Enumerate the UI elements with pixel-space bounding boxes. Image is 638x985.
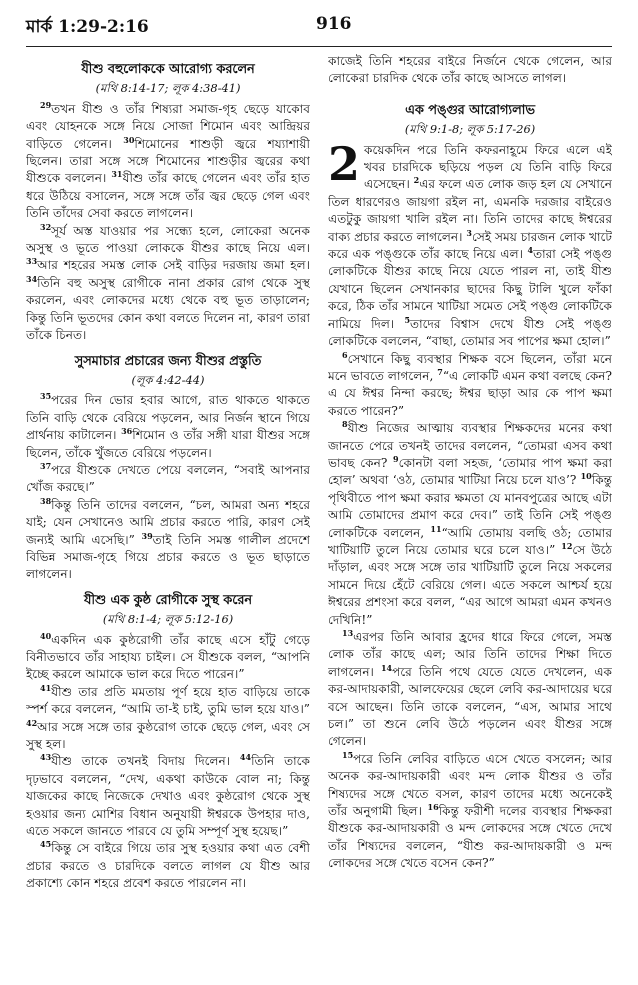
verse-number: 14 (380, 662, 393, 673)
verse-text: আর শহরের সমস্ত লোক সেই বাড়ির দরজায় জমা হল। (37, 258, 310, 273)
verse-number: 13 (342, 627, 354, 638)
verse-paragraph (26, 497, 310, 584)
section-cross-reference: (মথি 8:14-17; লূক 4:38-41) (95, 81, 241, 96)
verse-text: যীশু তার প্রতি মমতায় পূর্ণ হয়ে হাত বাড়িয়ে তাকে স্পর্শ করে বললেন, “আমি তা-ই চাই, তুমি ভাল হয়ে যাও।” (26, 684, 310, 717)
verse-number: 9 (393, 453, 399, 464)
section-title: সুসমাচার প্রচারের জন্য যীশুর প্রস্তুতি (74, 353, 262, 369)
verse-text: এর ফলে এত লোক জড় হল যে সেখানে তিল ধারণেরও জায়গা রইল না, এমনকি দরজার বাইরেও এতটুকু জায়গা খালি রইল না। তিনি তাদের কাছে ঈশ্বরের বাক্য প্রচার করতে লাগলেন। (328, 177, 612, 244)
verse-text: কয়েকদিন পরে তিনি কফরনাহূমে ফিরে এলে এই খবর চারদিকে ছড়িয়ে পড়ল যে তিনি বাড়ি ফিরে এসেছেন। (364, 142, 612, 192)
verse-text: সূর্য অস্ত যাওয়ার পর সন্ধ্যে হলে, লোকেরা অনেক অসুস্থ ও ভূতে পাওয়া লোককে যীশুর কাছে নিয়ে এল। (26, 223, 310, 256)
verse-text: শিমোন ও তাঁর সঙ্গী যারা যীশুর সঙ্গে ছিলেন, তাঁকে খুঁজতে বেরিয়ে পড়লেন। (26, 428, 310, 460)
verse-number: 16 (427, 802, 439, 813)
verse-paragraph (328, 420, 612, 629)
verse-number: 37 (40, 460, 52, 471)
verse-text: “আমি তোমায় বলছি ওঠ; তোমার খাটিয়াটি তুলে নিয়ে তোমার ঘরে চলে যাও।” (328, 525, 612, 557)
section-preaching-preparation (26, 353, 310, 584)
verse-text: তিনি তাকে দৃঢ়ভাবে বললেন, “দেখ, একথা কাউকে বোল না; কিন্তু যাজকের কাছে নিজেকে দেখাও এবং কুষ্ঠরোগ থেকে সুস্থ হওয়ার জন্য মোশির বিধান অনুযায়ী ঈশ্বরকে উপহার দাও, এতে সকলে জানতে পারবে যে তুমি সম্পূর্ণ সুস্থ হয়েছ।” (26, 754, 310, 839)
verse-number: 40 (40, 630, 52, 641)
verse-number: 8 (342, 419, 348, 430)
verse-number: 35 (40, 391, 52, 402)
verse-paragraph (26, 101, 310, 223)
verse-number: 29 (40, 99, 52, 110)
verse-number: 6 (342, 349, 348, 360)
verse-text: পরে তিনি পথে যেতে যেতে দেখলেন, এক কর-আদায়কারী, আলফেয়ের ছেলে লেবি কর-আদায়ের ঘরে বসে আছেন। তিনি তাকে বললেন, “এস, আমার সাথে চল।” তা শুনে লেবি উঠে পড়লেন এবং যীশুর সঙ্গে গেলেন। (328, 664, 612, 749)
verse-paragraph (328, 629, 612, 751)
section-leper-healed (26, 592, 310, 893)
section-title: যীশু এক কুষ্ঠ রোগীকে সুস্থ করেন (83, 592, 253, 608)
verse-text: “এ লোকটি এমন কথা বলছে কেন? এ যে ঈশ্বর নিন্দা করছে; ঈশ্বর ছাড়া আর কে পাপ ক্ষমা করতে পারেন?” (328, 368, 612, 418)
page-header (26, 14, 612, 47)
verse-paragraph (26, 392, 310, 462)
verse-number: 38 (40, 495, 52, 506)
section-cross-reference: (লূক 4:42-44) (131, 372, 205, 387)
verse-text: শিমোনের শাশুড়ী জ্বরে শয্যাশায়ী ছিলেন। তারা সঙ্গে সঙ্গে শিমোনের শাশুড়ীর জ্বরের কথা যীশুকে বললেন। (26, 136, 310, 186)
verse-number: 7 (437, 366, 443, 377)
verse-number: 44 (239, 752, 252, 763)
verse-number: 2 (413, 175, 420, 186)
verse-paragraph (26, 462, 310, 497)
verse-text: তারা সেই পঙ্গু লোকটিকে যীশুর কাছে নিয়ে যেতে পারল না, তাই যীশু যেখানে ছিলেন সেখানকার ছাদের কিছু টালি খুলে ফাঁকা করে, ঠিক তাঁর সামনে খাটিয়া সমেত সেই পঙ্গু লোকটিকে নামিয়ে দিল। (328, 247, 612, 331)
verse-number: 43 (40, 752, 52, 763)
verse-number: 3 (466, 227, 472, 238)
verse-text: যীশু নিজের আত্মায় ব্যবস্থার শিক্ষকদের মনের কথা জানতে পেরে তখনই তাদের বললেন, “তোমরা এসব কথা ভাবছ কেন? (328, 421, 612, 470)
verse-number: 15 (342, 749, 354, 760)
verse-number: 10 (580, 471, 592, 482)
verse-paragraph (26, 840, 310, 892)
verse-text: যীশু তাকে তখনই বিদায় দিলেন। (51, 754, 240, 769)
verse-paragraph (26, 223, 310, 345)
verse-text: আর সঙ্গে সঙ্গে তার কুষ্ঠরোগ তাকে ছেড়ে গেল, এবং সে সুস্থ হল। (26, 719, 310, 752)
verse-number: 31 (111, 169, 123, 180)
verse-text: সে উঠে দাঁড়াল, এবং সঙ্গে সঙ্গে তার খাটিয়াটি তুলে নিয়ে সকলের সামনে দিয়ে হেঁটে বেরিয়ে গেল। এতে সকলে আশ্চর্য হয়ে ঈশ্বরের প্রশংসা করে বলল, “এর আগে আমরা এমন কখনও দেখিনি!” (328, 542, 612, 627)
verse-paragraph (328, 136, 612, 351)
verse-text: কোনটা বলা সহজ, ‘তোমার পাপ ক্ষমা করা হোল’ অথবা ‘ওঠ, তোমার খাটিয়া নিয়ে চলে যাও’? (328, 455, 612, 488)
chapter-reference: মার্ক 1:29-2:16 (26, 17, 149, 37)
verse-number: 30 (123, 134, 135, 145)
verse-paragraph (328, 351, 612, 421)
verse-text: সেই সময় চারজন লোক খাটে করে এক পঙ্গুকে তাঁর কাছে নিয়ে এল। (328, 229, 612, 262)
verse-text: কিন্তু তিনি তাদের বললেন, “চল, আমরা অন্য শহরে যাই; যেন সেখানেও আমি প্রচার করতে পারি, কারণ সেই জন্যই আমি এসেছি।” (26, 497, 310, 547)
left-column (26, 53, 310, 983)
verse-paragraph (26, 753, 310, 840)
verse-number: 11 (430, 523, 442, 534)
verse-number: 4 (527, 245, 534, 256)
verse-number: 41 (40, 682, 52, 693)
verse-text: কিন্তু সে বাইরে গিয়ে তার সুস্থ হওয়ার কথা এত বেশী প্রচার করতে ও চারদিকে বলতে লাগল যে যীশু আর প্রকাশ্যে কোন শহরে প্রবেশ করতে পারলেন না। (26, 841, 310, 891)
verse-paragraph (26, 684, 310, 754)
verse-number: 12 (561, 540, 573, 551)
page-number: 916 (316, 14, 352, 34)
right-column (328, 53, 612, 983)
verse-number: 33 (26, 256, 38, 267)
verse-paragraph (328, 751, 612, 873)
section-cross-reference: (মথি 9:1-8; লূক 5:17-26) (404, 122, 536, 137)
verse-text: এরপর তিনি আবার হ্রদের ধারে ফিরে গেলে, সমস্ত লোক তাঁর কাছে এল; আর তিনি তাদের শিক্ষা দিতে লাগলেন। (328, 630, 612, 679)
verse-text: তাদের বিশ্বাস দেখে যীশু সেই পঙ্গু লোকটিকে বললেন, “বাছা, তোমার সব পাপের ক্ষমা হোল।” (328, 316, 612, 349)
section-title: এক পঙ্গুর আরোগ্যলাভ (405, 102, 535, 118)
verse-number: 39 (141, 530, 153, 541)
verse-text: একদিন এক কুষ্ঠরোগী তাঁর কাছে এসে হাঁটু গেড়ে বিনীতভাবে তাঁর সাহায্য চাইল। সে যীশুকে বলল, “আপনি ইচ্ছে করলে আমাকে ভাল করে দিতে পারেন।” (26, 632, 310, 682)
verse-paragraph (26, 632, 310, 684)
verse-text: যীশু তাঁর কাছে গেলেন এবং তাঁর হাত ধরে উঠিয়ে বসালেন, সঙ্গে সঙ্গে তাঁর জ্বর ছেড়ে গেল এবং তিনি তাঁদের সেবা করতে লাগলেন। (26, 171, 310, 221)
verse-text: তখন যীশু ও তাঁর শিষ্যরা সমাজ-গৃহ ছেড়ে যাকোব এবং যোহনকে সঙ্গে নিয়ে সোজা শিমোন এবং আন্দ্রিয়র বাড়িতে গেলেন। (26, 101, 310, 151)
verse-text: পরে যীশুকে দেখতে পেয়ে বললেন, “সবাই আপনার খোঁজ করছে।” (26, 462, 310, 495)
verse-number: 34 (26, 273, 38, 284)
verse-text: সেখানে কিছু ব্যবস্থার শিক্ষক বসে ছিলেন, তাঁরা মনে মনে ভাবতে লাগলেন, (328, 351, 612, 383)
verse-text: পরের দিন ভোর হবার আগে, রাত থাকতে থাকতে তিনি বাড়ি থেকে বেরিয়ে পড়লেন, আর নির্জন স্থানে গিয়ে প্রার্থনায় কাটালেন। (26, 393, 310, 443)
verse-text: তাই তিনি সমস্ত গালীল প্রদেশে বিভিন্ন সমাজ-গৃহে গিয়ে প্রচার করতে ও ভূত ছাড়াতে লাগলেন। (26, 532, 310, 582)
section-healing-many (26, 61, 310, 345)
verse-number: 32 (40, 221, 52, 232)
verse-number: 5 (404, 314, 411, 325)
two-column-body (26, 53, 612, 983)
verse-text: পরে তিনি লেবির বাড়িতে এসে খেতে বসলেন; আর অনেক কর-আদায়কারী এবং মন্দ লোক যীশুর ও তাঁর শিষ্যদের সঙ্গে খেতে বসল, কারণ তাদের মধ্যে অনেকেই তাঁর অনুগামী ছিল। (328, 751, 612, 819)
verse-text: কিন্তু পৃথিবীতে পাপ ক্ষমা করার ক্ষমতা যে মানবপুত্রের আছে এটা আমি তোমাদের প্রমাণ করে দেব।” তাই তিনি সেই পঙ্গু লোকটিকে বললেন, (328, 473, 612, 540)
chapter-number: 2 (328, 136, 361, 191)
section-paralytic-healed (328, 102, 612, 873)
section-cross-reference: (মথি 8:1-4; লূক 5:12-16) (102, 612, 234, 627)
verse-number: 36 (121, 426, 133, 437)
verse-number: 45 (40, 839, 52, 850)
verse-number: 42 (26, 717, 38, 728)
verse-text: কিন্তু ফরীশী দলের ব্যবস্থার শিক্ষকরা যীশুকে কর-আদায়কারী ও মন্দ লোকদের সঙ্গে খেতে দেখে তাঁর শিষ্যদের বললেন, “যীশু কর-আদায়কারী ও মন্দ লোকদের সঙ্গে খেতে বসেন কেন?” (328, 804, 612, 871)
verse-text: তিনি বহু অসুস্থ রোগীকে নানা প্রকার রোগ থেকে সুস্থ করলেন, এবং লোকদের মধ্যে থেকে বহু ভূত তাড়ালেন; কিন্তু তিনি ভূতদের কোন কথা বলতে দিলেন না, কারণ তারা তাঁকে চিনত। (26, 275, 310, 343)
section-title: যীশু বহুলোককে আরোগ্য করলেন (81, 62, 255, 77)
continuation-paragraph: কাজেই তিনি শহরের বাইরে নির্জনে থেকে গেলেন, আর লোকেরা চারদিক থেকে তাঁর কাছে আসতে লাগল। (328, 54, 612, 86)
